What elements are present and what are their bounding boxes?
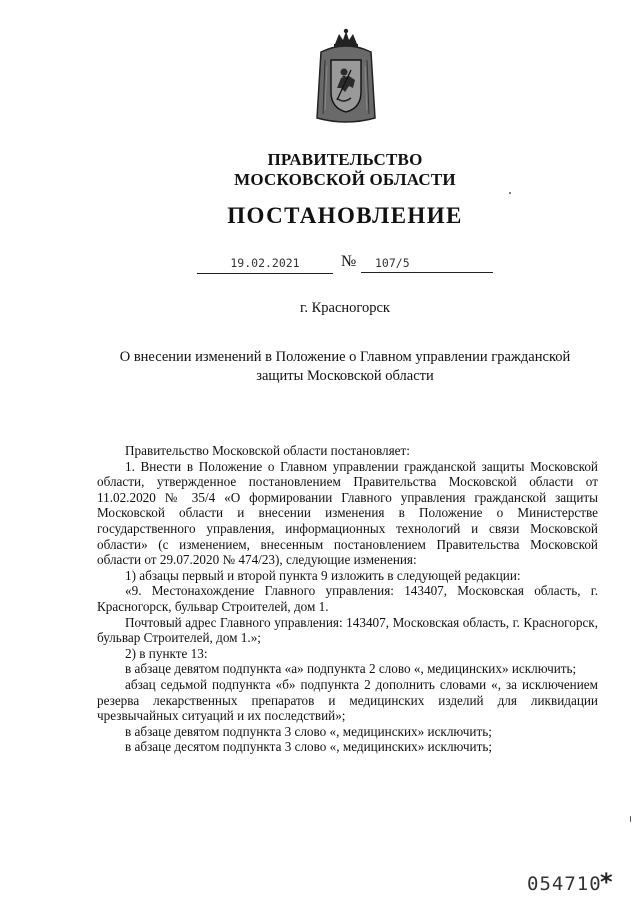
registration-number-label: №	[341, 253, 357, 270]
body-paragraph: в абзаце девятом подпункта 3 слово «, медицинских» исключить;	[125, 723, 492, 739]
stamp-serial-number: 054710	[527, 873, 602, 895]
city-line: г. Красногорск	[300, 300, 390, 316]
org-name-line2: МОСКОВСКОЙ ОБЛАСТИ	[234, 170, 456, 189]
org-name-line1: ПРАВИТЕЛЬСТВО	[267, 150, 423, 169]
document-body	[97, 443, 598, 755]
body-paragraph: 1. Внести в Положение о Главном управлении гражданской защиты Московской области, утвержденное постановлением Правительства Московской области от 11.02.2020 № 35/4 «О формировании Главного управления гражданской защиты Московской области и внесении изменения в Положение о Министерстве государственного управления, информационных технологий и связи Московской области» (с изменением, внесенным постановлением Правительства Московской области от 29.07.2020 № 474/23), следующие изменения:	[97, 458, 598, 568]
body-paragraph: в абзаце десятом подпункта 3 слово «, медицинских» исключить;	[125, 739, 493, 755]
document-subject: О внесении изменений в Положение о Главном управлении гражданской защиты Московской области	[119, 349, 571, 384]
body-paragraph: 2) в пункте 13:	[125, 645, 208, 661]
scan-speck	[509, 192, 511, 194]
stamp-star-mark: *	[600, 868, 613, 896]
body-paragraph: Почтовый адрес Главного управления: 143407, Московская область, г. Красногорск, бульвар Строителей, дом 1.»;	[97, 614, 598, 646]
document-type-title: ПОСТАНОВЛЕНИЕ	[227, 203, 463, 228]
body-paragraph: в абзаце девятом подпункта «а» подпункта 2 слово «, медицинских» исключить;	[125, 661, 577, 677]
body-paragraph: «9. Местонахождение Главного управления: 143407, Московская область, г. Красногорск, бульвар Строителей, дом 1.	[97, 583, 598, 614]
scan-speck	[630, 816, 631, 822]
body-paragraph: абзац седьмой подпункта «б» подпункта 2 дополнить словами «, за исключением резерва лекарственных препаратов и медицинских изделий для ликвидации чрезвычайных ситуаций и их последствий»;	[97, 676, 598, 724]
registration-number: 107/5	[361, 256, 493, 273]
coat-of-arms-icon	[313, 26, 379, 126]
body-paragraph: 1) абзацы первый и второй пункта 9 изложить в следующей редакции:	[125, 567, 521, 583]
registration-date: 19.02.2021	[197, 256, 333, 274]
body-paragraph: Правительство Московской области постановляет:	[125, 443, 410, 458]
